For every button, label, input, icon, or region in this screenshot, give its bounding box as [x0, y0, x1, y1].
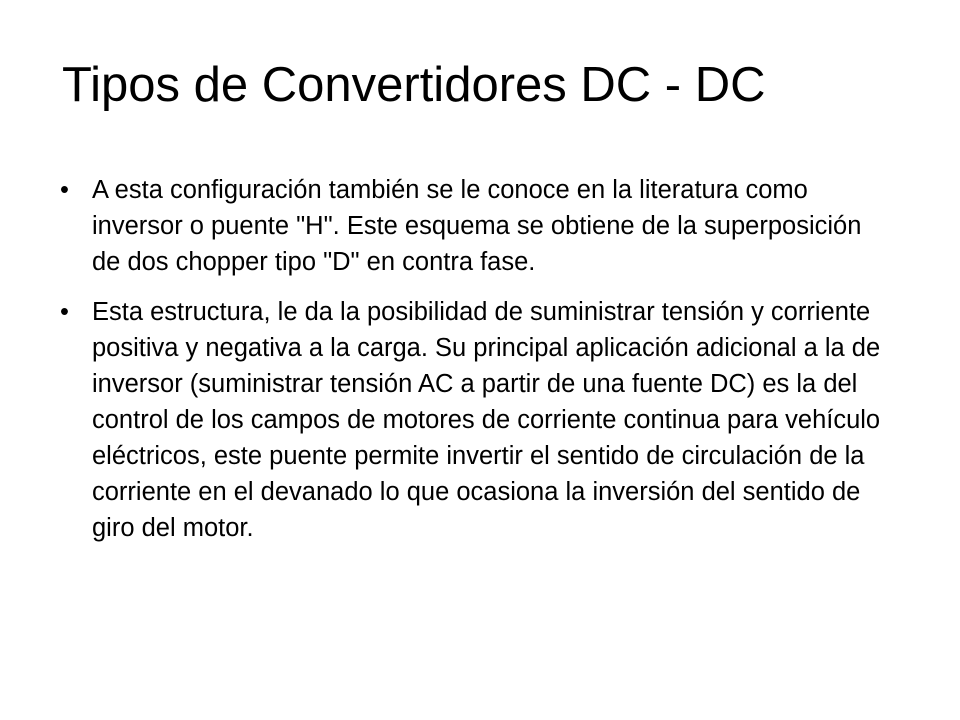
slide-title: Tipos de Convertidores DC - DC [62, 58, 766, 112]
bullet-list [60, 172, 890, 546]
bullet-mark: • [60, 298, 69, 326]
bullet-mark: • [60, 176, 69, 204]
bullet-item [60, 294, 890, 546]
bullet-text: A esta configuración también se le conoce en la literatura como inversor o puente "H". Este esquema se obtiene de la superposición de dos chopper tipo "D" en contra fase. [92, 176, 862, 276]
bullet-text: Esta estructura, le da la posibilidad de suministrar tensión y corriente positiva y negativa a la carga. Su principal aplicación adicional a la de inversor (suministrar tensión AC a partir de una fuente DC) es la del control de los campos de motores de corriente continua para vehículo eléctricos, este puente permite invertir el sentido de circulación de la corriente en el devanado lo que ocasiona la inversión del sentido de giro del motor. [92, 298, 881, 542]
bullet-item [60, 172, 890, 280]
